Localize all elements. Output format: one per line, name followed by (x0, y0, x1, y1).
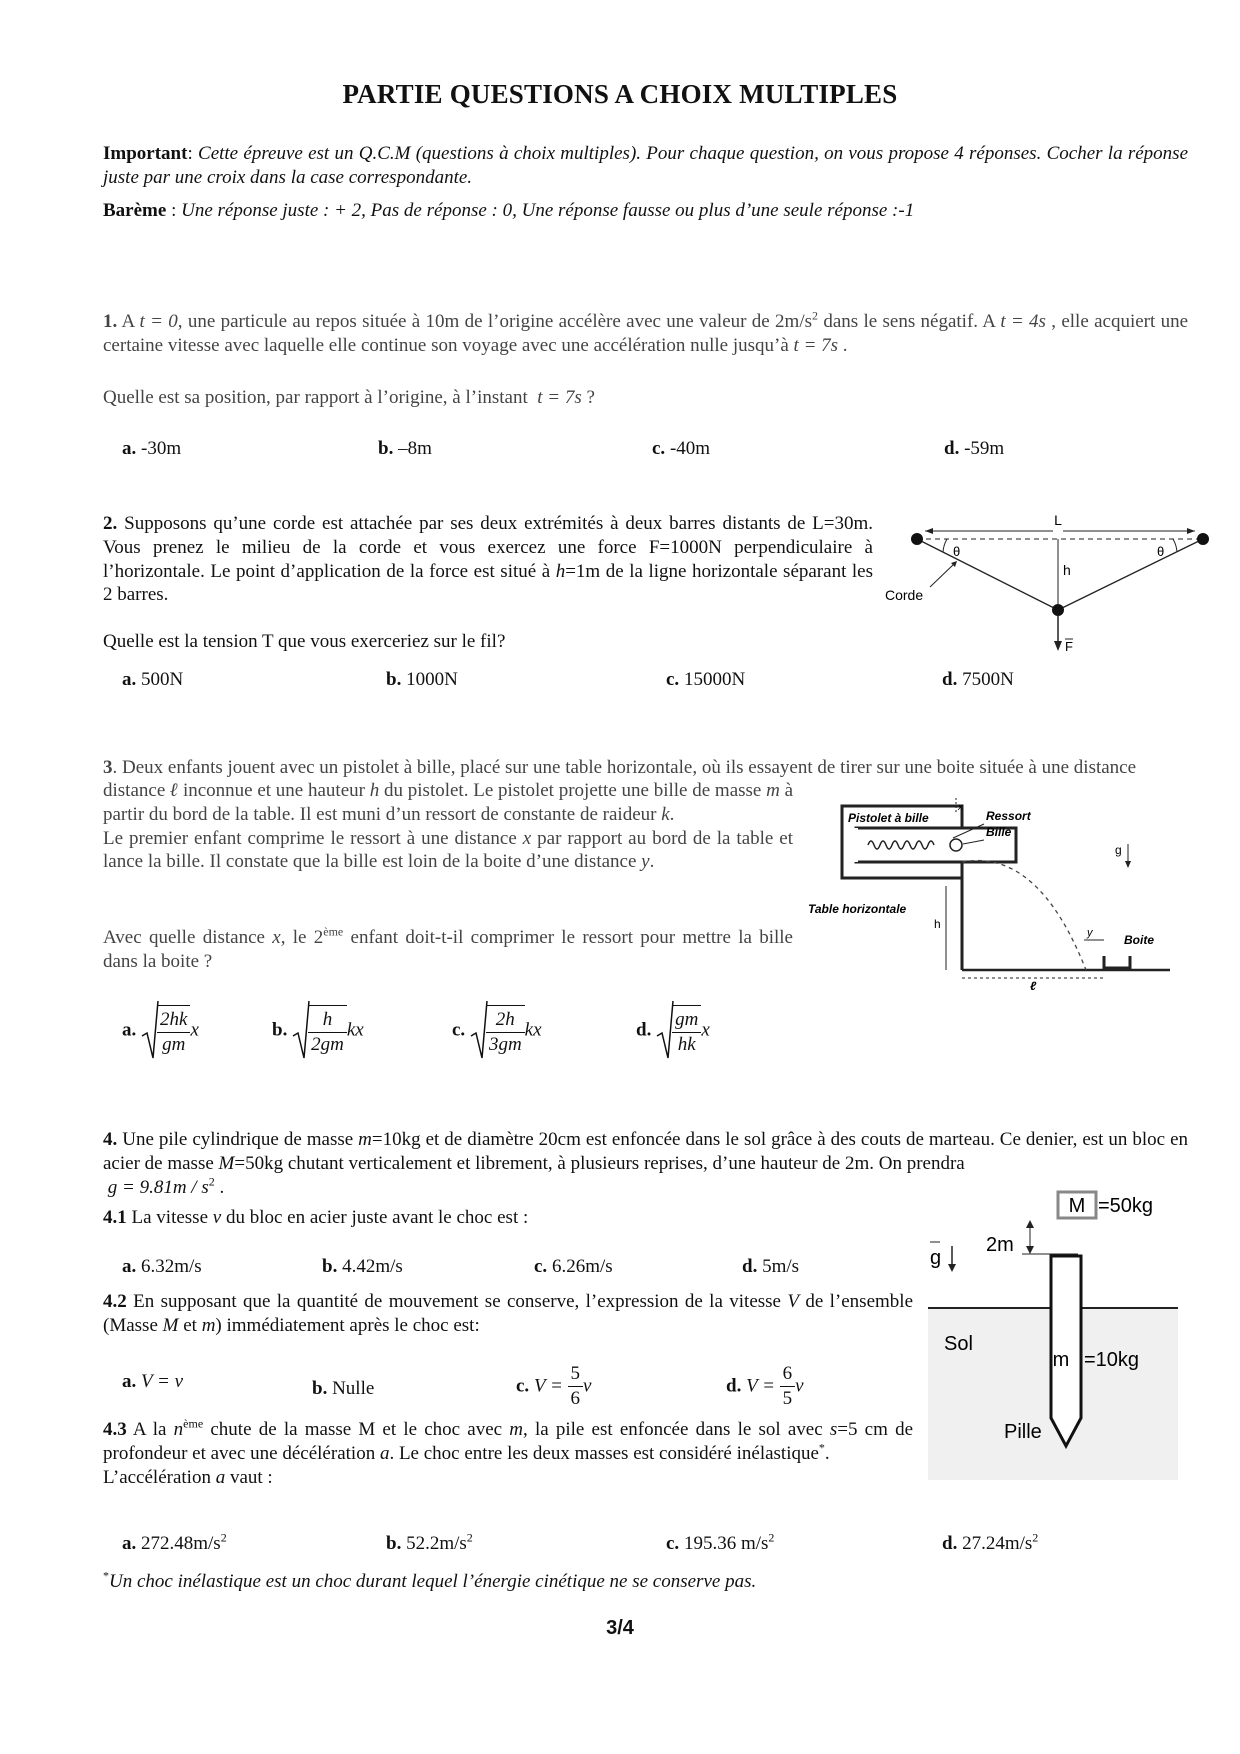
fraction-num: 6 (780, 1362, 796, 1387)
arrow-head (925, 528, 933, 534)
rope-figure (885, 505, 1215, 655)
h-label: h (934, 917, 941, 931)
option-label: d. (944, 438, 960, 459)
q1-text: , elle acquiert une certaine vitesse avec laquelle elle continue son voyage avec une accélération nulle jusqu’à (103, 311, 1189, 356)
q42-option-d[interactable] (726, 1362, 804, 1411)
option-value: Nulle (332, 1378, 375, 1399)
y-label: y (1087, 927, 1093, 939)
q3-text: à partir du bord de la table. Il est muni d’un ressort de constante de raideur (103, 780, 794, 825)
q3-q-sup: ème (323, 924, 344, 939)
q43-s: s (829, 1419, 838, 1440)
radical-den: 3gm (488, 1034, 522, 1055)
L-label: L (1054, 512, 1062, 528)
q1-text: . (842, 334, 848, 356)
q1-number: 1. (103, 311, 118, 332)
g-label: g (930, 1247, 942, 1269)
pile-figure (928, 1188, 1178, 1480)
fraction-num: 5 (568, 1362, 584, 1387)
q1-option-a[interactable] (122, 437, 181, 461)
option-tail: kx (524, 1019, 542, 1041)
q43-a: a (379, 1442, 390, 1464)
theta-right: θ (1157, 544, 1165, 559)
option-label: c. (516, 1375, 530, 1397)
q3-option-d[interactable] (636, 1000, 710, 1062)
q1-text: dans le sens négatif. A (818, 311, 995, 332)
q42-V: V (787, 1291, 799, 1312)
F-label: F (1065, 639, 1073, 654)
q42-text: et (183, 1314, 197, 1336)
q3-y: y (641, 851, 650, 873)
x-label: x (958, 802, 963, 813)
q1-t4: t = 4s (1000, 311, 1046, 332)
q41-text: La vitesse (131, 1207, 209, 1228)
q3-first-line (103, 756, 1188, 780)
q3-x: x (522, 827, 532, 849)
q43-text: A la (132, 1419, 167, 1440)
ell-label: ℓ (1030, 979, 1037, 990)
q4-M: M (218, 1152, 235, 1174)
application-point (1052, 604, 1064, 616)
q42 (103, 1290, 913, 1338)
option-label: b. (386, 1533, 402, 1554)
q3-ell: ℓ (170, 780, 179, 801)
option-label: b. (312, 1378, 328, 1399)
q43: 4.3 A la $n^{ème}$ chute de la masse M et le choc avec m, la pile est enfoncée dans le sol avec s=5 cm de profondeur et avec une décélération a. Le choc entre les deux masses est considéré inélastique*. L’accélération a vaut : (103, 1416, 914, 1488)
boite-label: Boite (1124, 933, 1154, 947)
q3-text: . Deux enfants jouent avec un pistolet à bille, placé sur une table horizontale, où ils essayent de tirer sur une boite située à une distance (112, 757, 1137, 778)
option-sup: 2 (220, 1530, 227, 1545)
q3-q-text: Avec quelle distance (103, 927, 265, 948)
option-tail: x (701, 1019, 710, 1041)
q43-a: a (215, 1466, 226, 1488)
q43-number: 4.3 (103, 1419, 127, 1440)
option-label: b. (386, 669, 402, 690)
option-label: c. (534, 1256, 548, 1277)
theta-left: θ (953, 544, 961, 559)
q42-text: En supposant que la quantité de mouvement se conserve, l’expression de la vitesse (133, 1291, 781, 1312)
instructions: Important: Cette épreuve est un Q.C.M (questions à choix multiples). Pour chaque question, on vous propose 4 réponses. Cocher la réponse juste par une croix dans la case correspondante. (103, 143, 1188, 188)
radical-den: hk (677, 1034, 696, 1055)
q3-m: m (766, 780, 780, 801)
footnote-star: * (103, 1568, 109, 1583)
q1-option-d[interactable] (944, 437, 1004, 461)
fraction-den: 6 (570, 1387, 581, 1409)
q41-option-d[interactable] (742, 1255, 799, 1279)
pille-label: Pille (1004, 1421, 1042, 1443)
option-label: a. (122, 669, 137, 690)
q1-text: , une particule au repos située à 10m de l’origine accélère avec une valeur de 2m/s (177, 311, 812, 332)
radical-den: 2gm (311, 1034, 344, 1055)
option-post: v (795, 1375, 804, 1397)
important-text: Cette épreuve est un Q.C.M (questions à choix multiples). Pour chaque question, on vous propose 4 réponses. Cocher la réponse juste par une croix dans la case correspondante. (103, 143, 1188, 188)
radical-num: h (308, 1008, 347, 1033)
q43-option-b[interactable] (386, 1532, 473, 1556)
q1-text: A (121, 311, 135, 332)
q2-option-a[interactable] (122, 668, 183, 692)
page-title: PARTIE QUESTIONS A CHOIX MULTIPLES (342, 79, 898, 109)
option-label: a. (122, 1371, 137, 1392)
q3-q-text: , le 2 (280, 927, 324, 948)
q1-t0: t = 0 (139, 311, 178, 332)
q41-number: 4.1 (103, 1207, 127, 1228)
option-tail: x (190, 1019, 199, 1041)
option-value: 6.26m/s (551, 1256, 613, 1277)
option-value: V = v (141, 1371, 184, 1392)
theta-arc-left (943, 539, 947, 552)
q3-number: 3 (103, 757, 113, 778)
q2-text2: =1m de la ligne horizontale séparant les 2 barres. (103, 560, 873, 606)
option-label: c. (452, 1019, 466, 1041)
q42-text: de l’ensemble (Masse (103, 1291, 914, 1336)
option-label: c. (666, 1533, 680, 1554)
ressort-label: Ressort (986, 809, 1031, 823)
q41-text: du bloc en acier juste avant le choc est : (225, 1207, 529, 1228)
footnote-text: Un choc inélastique est un choc durant lequel l’énergie cinétique ne se conserve pas. (109, 1571, 757, 1592)
option-value: -59m (964, 438, 1005, 459)
q4-g-end: . (219, 1176, 225, 1198)
q43-option-a[interactable] (122, 1532, 227, 1556)
q1-t7: t = 7s (793, 334, 839, 356)
pistolet-label: Pistolet à bille (848, 811, 929, 825)
trajectory (962, 861, 1086, 970)
bar-right (1197, 533, 1209, 545)
q3-text: du pistolet. Le pistolet projette une bille de masse (384, 780, 762, 801)
radical-num: 2hk (157, 1008, 190, 1033)
q2-text: Supposons qu’une corde est attachée par ses deux extrémités à deux barres distants de L=30m. Vous prenez le milieu de la corde et vous exercez une force F=1000N perpendiculaire à l’horizontale. Le point d’application de la force est situé à (103, 513, 874, 582)
q2-option-b[interactable] (386, 668, 458, 692)
q42-option-b[interactable] (312, 1377, 374, 1401)
option-label: b. (272, 1019, 288, 1041)
q41 (103, 1206, 903, 1230)
q1-option-b[interactable] (378, 437, 432, 461)
q3-option-c[interactable] (452, 1000, 542, 1062)
q3-question (103, 926, 793, 974)
radical (292, 1000, 347, 1062)
page-number: 3/4 (606, 1617, 634, 1639)
q43-text: vaut : (229, 1466, 273, 1488)
option-value: 195.36 m/s (683, 1533, 769, 1554)
q42-option-a[interactable] (122, 1370, 183, 1394)
q4-text: =10kg et de diamètre 20cm est enfoncée dans le sol grâce à des couts de marteau. Ce denier, est un bloc en acier de masse (103, 1129, 1189, 1174)
q4-text: =50kg chutant verticalement et librement, à plusieurs reprises, d’une hauteur de 2m. On prendra (234, 1152, 965, 1174)
option-value: 272.48m/s (141, 1533, 221, 1554)
option-value: –8m (398, 438, 432, 459)
option-label: d. (726, 1375, 742, 1397)
q3-text: Le premier enfant comprime le ressort à une distance (103, 827, 517, 849)
option-value: 500N (141, 669, 184, 690)
box (1104, 956, 1130, 968)
2m-label: 2m (986, 1234, 1014, 1256)
q1-question (103, 386, 1188, 410)
q3-option-b[interactable] (272, 1000, 364, 1062)
radical-den: gm (162, 1034, 186, 1055)
option-label: a. (122, 1019, 137, 1041)
q1-statement (103, 310, 1188, 358)
q42-m: m (201, 1314, 216, 1336)
bar-left (911, 533, 923, 545)
option-label: c. (652, 438, 666, 459)
q2-option-c[interactable] (666, 668, 745, 692)
option-pre: V = (533, 1375, 563, 1397)
q4-g: g = 9.81m / s (107, 1176, 209, 1198)
q42-M: M (162, 1314, 179, 1336)
option-value: 7500N (962, 669, 1014, 690)
q1-question-text: Quelle est sa position, par rapport à l’origine, à l’instant (103, 387, 528, 408)
radical-num: 2h (486, 1008, 525, 1033)
option-value: -30m (141, 438, 182, 459)
q2-statement (103, 512, 873, 607)
option-value: 1000N (406, 669, 458, 690)
q4-text: Une pile cylindrique de masse (122, 1129, 354, 1150)
option-label: d. (942, 1533, 958, 1554)
q2-question: Quelle est la tension T que vous exerceriez sur le fil? (103, 631, 506, 652)
q43-n-sup: ème (183, 1416, 204, 1431)
force-arrow-head (1054, 641, 1062, 651)
q4-m: m (358, 1129, 372, 1150)
q43-text: =5 cm de profondeur et avec une décélération (103, 1419, 914, 1464)
radical (656, 1000, 701, 1062)
q2-number: 2. (103, 513, 118, 534)
option-post: v (583, 1375, 592, 1397)
option-value: -40m (669, 438, 711, 459)
q43-text: , la pile est enfoncée dans le sol avec (523, 1419, 823, 1440)
radical (141, 1000, 190, 1062)
radical-num: gm (672, 1008, 701, 1033)
M-value: =50kg (1098, 1195, 1154, 1217)
arrow-head (1187, 528, 1195, 534)
q2-h: h (555, 560, 566, 582)
bareme: Barème : Une réponse juste : + 2, Pas de réponse : 0, Une réponse fausse ou plus d’une seule réponse :-1 (103, 200, 915, 221)
option-value: 15000N (683, 669, 746, 690)
corde-pointer (930, 563, 955, 587)
q3-distance-word: distance (103, 780, 166, 801)
q43-n: n (173, 1419, 184, 1440)
option-label: a. (122, 438, 137, 459)
g-label: g (1115, 843, 1122, 857)
q4-number: 4. (103, 1129, 118, 1150)
q1-option-c[interactable] (652, 437, 710, 461)
option-value: 6.32m/s (141, 1256, 202, 1277)
q3-q-text: enfant doit-t-il comprimer le ressort pour mettre la bille dans la boite ? (103, 927, 793, 972)
m-label: m (1052, 1349, 1070, 1371)
sol-label: Sol (944, 1333, 973, 1355)
bille-label: Bille (986, 825, 1012, 839)
option-label: a. (122, 1533, 137, 1554)
q43-text: L’accélération (103, 1466, 211, 1488)
option-tail: kx (346, 1019, 364, 1041)
q43-text: . Le choc entre les deux masses est considéré inélastique (389, 1442, 819, 1464)
corde-label: Corde (885, 587, 924, 603)
q3-text: par rapport au bord de la table et lance la bille. Il constate que la bille est loin de la boite d’une distance (103, 827, 794, 873)
h-label: h (1063, 562, 1071, 578)
option-sup: 2 (768, 1530, 775, 1545)
bareme-label: Barème (103, 200, 167, 221)
option-value: 5m/s (762, 1256, 800, 1277)
option-label: a. (122, 1256, 137, 1277)
rope-right (1058, 539, 1203, 610)
q3-h: h (369, 780, 380, 801)
table-label: Table horizontale (808, 902, 907, 916)
pistol-figure (808, 798, 1173, 990)
q3-option-a[interactable] (122, 1000, 199, 1062)
q42-text: ) immédiatement après le choc est: (215, 1314, 480, 1336)
q43-option-d[interactable] (942, 1532, 1038, 1556)
option-label: d. (942, 669, 958, 690)
rope-left (917, 539, 1058, 610)
q42-number: 4.2 (103, 1291, 127, 1312)
q41-option-a[interactable] (122, 1255, 202, 1279)
q3-text: inconnue et une hauteur (182, 780, 365, 801)
fraction (780, 1362, 796, 1411)
bareme-text: Une réponse juste : + 2, Pas de réponse : 0, Une réponse fausse ou plus d’une seule réponse :-1 (181, 200, 915, 221)
q3-k: k (661, 803, 670, 825)
q4-g-sup: 2 (208, 1174, 215, 1189)
q41-option-b[interactable] (322, 1255, 403, 1279)
option-value: 4.42m/s (342, 1256, 403, 1277)
q42-option-c[interactable] (516, 1362, 591, 1411)
q3-x: x (272, 927, 281, 948)
option-sup: 2 (1032, 1530, 1039, 1545)
option-label: d. (636, 1019, 652, 1041)
option-label: d. (742, 1256, 758, 1277)
q1-question-t: t = 7s (537, 387, 582, 408)
q41-v: v (212, 1207, 222, 1228)
q41-option-c[interactable] (534, 1255, 613, 1279)
option-value: 27.24m/s (962, 1533, 1033, 1554)
q1-sup: 2 (812, 308, 818, 323)
radical (470, 1000, 525, 1062)
q43-m: m (509, 1419, 524, 1440)
fraction (568, 1362, 584, 1411)
ball (950, 839, 962, 851)
option-label: b. (378, 438, 394, 459)
q1-question-end: ? (586, 387, 595, 408)
q43-star: * (818, 1440, 825, 1455)
q3-statement: distance ℓ inconnue et une hauteur h du pistolet. Le pistolet projette une bille de masse m à partir du bord de la table. Il est muni d’un ressort de constante de raideur k. Le premier enfant comprime le ressort à une distance x par rapport au bord de la table et lance la bille. Il constate que la bille est loin de la boite d’une distance y. (103, 780, 794, 873)
option-value: 52.2m/s (406, 1533, 467, 1554)
theta-arc-right (1173, 539, 1177, 552)
q43-text: chute de la masse M et le choc avec (210, 1419, 503, 1440)
footnote (103, 1570, 1103, 1594)
q2-option-d[interactable] (942, 668, 1014, 692)
option-label: c. (666, 669, 680, 690)
option-pre: V = (746, 1375, 775, 1397)
option-label: b. (322, 1256, 338, 1277)
m-value: =10kg (1084, 1349, 1140, 1371)
important-label: Important (103, 143, 188, 164)
option-sup: 2 (466, 1530, 473, 1545)
q43-option-c[interactable] (666, 1532, 774, 1556)
fraction-den: 5 (782, 1387, 793, 1409)
M-label: M (1068, 1195, 1086, 1217)
